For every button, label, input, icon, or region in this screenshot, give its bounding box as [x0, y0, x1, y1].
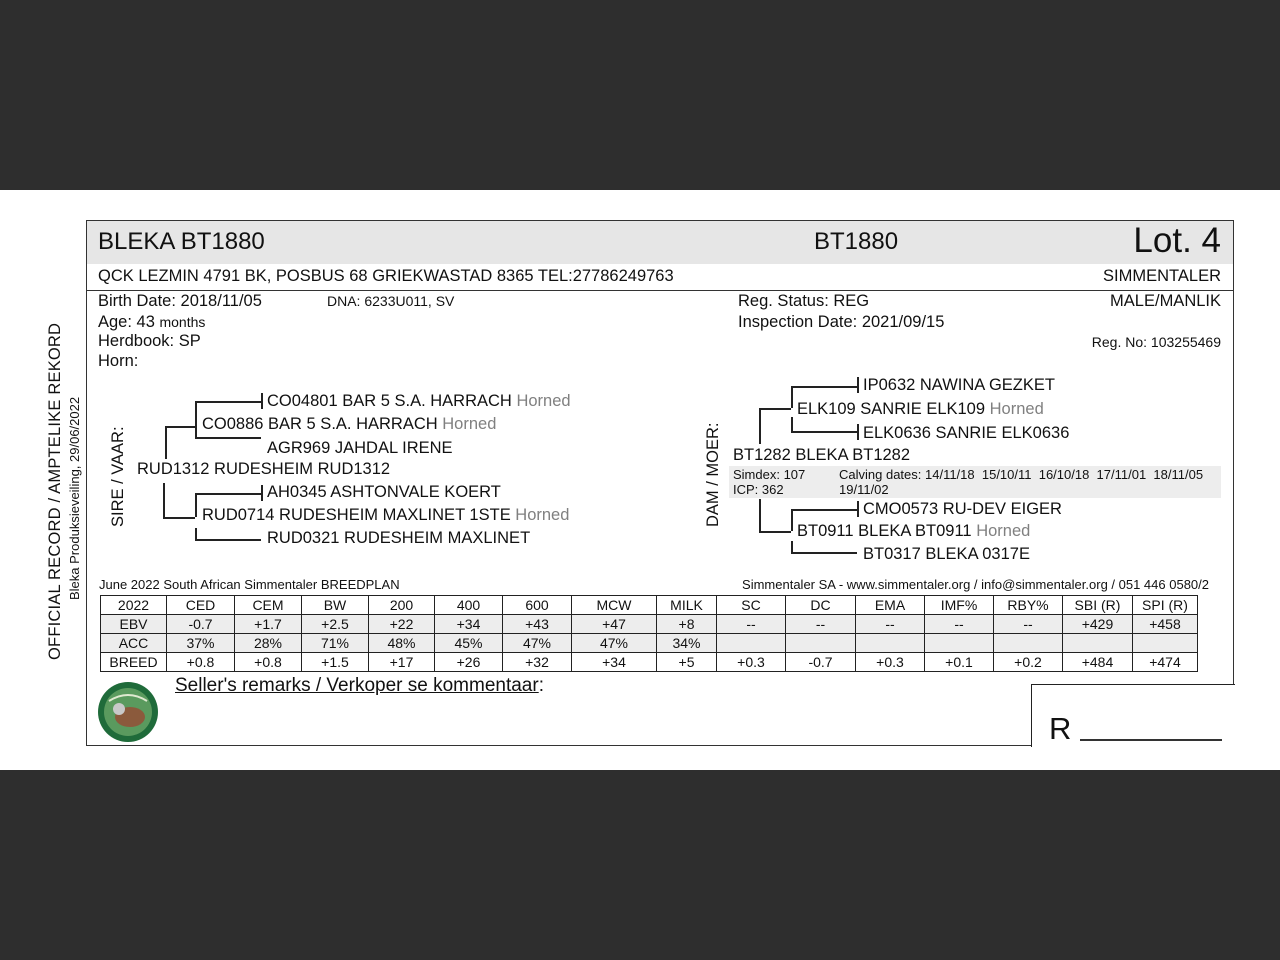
breed-cell-2: +0.8 [235, 653, 302, 672]
breed-cell-8: +5 [657, 653, 717, 672]
breedplan-contact: Simmentaler SA - www.simmentaler.org / info@simmentaler.org / 051 446 0580/2 [742, 577, 1209, 592]
sire-dam-sire: AH0345 ASHTONVALE KOERT [267, 483, 501, 501]
acc-cell-9 [717, 634, 786, 653]
pedigree-line [165, 426, 167, 459]
sire-sire-sire [267, 392, 571, 411]
owner-address: QCK LEZMIN 4791 BK, POSBUS 68 GRIEKWASTAD 8365 TEL:27786249763 [98, 267, 674, 285]
pedigree-line [759, 499, 761, 532]
dam-name: BT1282 BLEKA BT1282 [733, 446, 911, 464]
pedigree-line [857, 501, 859, 517]
header-cell-6: 600 [503, 596, 572, 615]
dam-sire-dam: ELK0636 SANRIE ELK0636 [863, 424, 1070, 442]
pedigree-line [163, 517, 195, 519]
pedigree-line [195, 493, 261, 495]
horned-note: Horned [976, 522, 1031, 540]
address-row [87, 264, 1233, 291]
pedigree-line [195, 401, 197, 426]
ebv-cell-10: -- [786, 615, 856, 634]
dam-dam [797, 522, 1030, 541]
horned-note: Horned [516, 392, 571, 410]
acc-cell-1: 37% [167, 634, 235, 653]
card-header [87, 221, 1233, 265]
ebv-cell-8: +8 [657, 615, 717, 634]
horned-note: Horned [442, 415, 497, 433]
calving-dates: Calving dates: 14/11/18 15/10/11 16/10/18 17/11/01 18/11/05 [839, 467, 1204, 482]
ebv-cell-5: +34 [435, 615, 503, 634]
breed-cell-1: +0.8 [167, 653, 235, 672]
header-cell-11: EMA [856, 596, 925, 615]
header-cell-3: BW [302, 596, 369, 615]
society-logo [97, 681, 159, 743]
header-cell-12: IMF% [925, 596, 994, 615]
breed-name: SIMMENTALER [1103, 267, 1221, 285]
header-cell-7: MCW [572, 596, 657, 615]
breed-cell-6: +32 [503, 653, 572, 672]
pedigree-line [791, 417, 793, 432]
acc-cell-12 [925, 634, 994, 653]
pedigree-line [261, 393, 263, 409]
acc-cell-0: ACC [101, 634, 167, 653]
ebv-cell-15: +458 [1133, 615, 1198, 634]
ebv-cell-13: -- [994, 615, 1063, 634]
event-label: Bleka Produksieveiling, 29/06/2022 [67, 396, 82, 600]
header-cell-1: CED [167, 596, 235, 615]
dam-label: DAM / MOER: [704, 422, 722, 527]
dam-sire [797, 400, 1044, 419]
pedigree-line [195, 426, 197, 437]
age [98, 313, 205, 332]
pedigree-line [195, 401, 261, 403]
sire-sire-name: CO0886 BAR 5 S.A. HARRACH [202, 415, 438, 433]
dam-sire-sire: IP0632 NAWINA GEZKET [863, 376, 1055, 394]
horned-note: Horned [515, 506, 570, 524]
horn: Horn: [98, 352, 139, 370]
herdbook: Herdbook: SP [98, 332, 201, 350]
icp: ICP: 362 [733, 482, 784, 497]
header-cell-14: SBI (R) [1063, 596, 1133, 615]
sire-label: SIRE / VAAR: [109, 426, 127, 527]
acc-cell-5: 45% [435, 634, 503, 653]
ebv-cell-12: -- [925, 615, 994, 634]
logo-graphic [97, 681, 159, 743]
ebv-header-row [101, 596, 1198, 615]
animal-id: BT1880 [814, 228, 899, 255]
dam-dam-name: BT0911 BLEKA BT0911 [797, 522, 972, 540]
price-symbol: R [1049, 711, 1072, 746]
inspection-date: Inspection Date: 2021/09/15 [738, 313, 945, 331]
header-cell-4: 200 [369, 596, 435, 615]
breed-cell-9: +0.3 [717, 653, 786, 672]
reg-status: Reg. Status: REG [738, 292, 870, 310]
header-cell-5: 400 [435, 596, 503, 615]
ebv-cell-9: -- [717, 615, 786, 634]
pedigree-line [759, 408, 761, 444]
price-box [1031, 684, 1235, 747]
ebv-cell-4: +22 [369, 615, 435, 634]
header-cell-8: MILK [657, 596, 717, 615]
seller-remarks-colon: : [538, 675, 544, 696]
ebv-cell-11: -- [856, 615, 925, 634]
ebv-cell-0: EBV [101, 615, 167, 634]
sire-dam-name: RUD0714 RUDESHEIM MAXLINET 1STE [202, 506, 511, 524]
pedigree-line [791, 386, 857, 388]
ebv-cell-3: +2.5 [302, 615, 369, 634]
pedigree-line [791, 431, 857, 433]
acc-row [101, 634, 1198, 653]
pedigree-line [759, 408, 791, 410]
breed-cell-5: +26 [435, 653, 503, 672]
sire-sire-dam: AGR969 JAHDAL IRENE [267, 439, 453, 457]
breed-cell-14: +484 [1063, 653, 1133, 672]
ebv-table [100, 595, 1198, 672]
pedigree-line [857, 377, 859, 393]
acc-cell-8: 34% [657, 634, 717, 653]
sire-dam [202, 506, 569, 525]
acc-cell-13 [994, 634, 1063, 653]
pedigree-line [857, 424, 859, 440]
sire-name: RUD1312 RUDESHEIM RUD1312 [137, 460, 391, 478]
pedigree-line [791, 509, 793, 531]
dam-dam-dam: BT0317 BLEKA 0317E [863, 545, 1030, 563]
acc-cell-4: 48% [369, 634, 435, 653]
pedigree-line [195, 493, 197, 517]
sire-sire [202, 415, 496, 434]
pedigree-line [791, 509, 857, 511]
dam-sire-name: ELK109 SANRIE ELK109 [797, 400, 986, 418]
acc-cell-3: 71% [302, 634, 369, 653]
ebv-cell-7: +47 [572, 615, 657, 634]
header-cell-9: SC [717, 596, 786, 615]
header-cell-15: SPI (R) [1133, 596, 1198, 615]
breed-cell-15: +474 [1133, 653, 1198, 672]
animal-card [86, 220, 1234, 746]
age-value: Age: 43 [98, 313, 155, 331]
breed-cell-7: +34 [572, 653, 657, 672]
acc-cell-14 [1063, 634, 1133, 653]
age-unit: months [159, 314, 206, 330]
breed-cell-0: BREED [101, 653, 167, 672]
animal-name: BLEKA BT1880 [98, 228, 265, 255]
acc-cell-11 [856, 634, 925, 653]
breed-cell-11: +0.3 [856, 653, 925, 672]
breed-cell-4: +17 [369, 653, 435, 672]
pedigree-line [195, 437, 261, 439]
sire-sire-sire-name: CO04801 BAR 5 S.A. HARRACH [267, 392, 512, 410]
header-cell-10: DC [786, 596, 856, 615]
ebv-cell-1: -0.7 [167, 615, 235, 634]
ebv-row [101, 615, 1198, 634]
ebv-cell-14: +429 [1063, 615, 1133, 634]
official-record-label: OFFICIAL RECORD / AMPTELIKE REKORD [46, 322, 64, 660]
breed-cell-13: +0.2 [994, 653, 1063, 672]
acc-cell-7: 47% [572, 634, 657, 653]
acc-cell-10 [786, 634, 856, 653]
seller-remarks [175, 675, 544, 697]
breedplan-title: June 2022 South African Simmentaler BREEDPLAN [99, 577, 400, 592]
simdex: Simdex: 107 [733, 467, 806, 482]
acc-cell-15 [1133, 634, 1198, 653]
pedigree-line [791, 386, 793, 408]
breed-cell-3: +1.5 [302, 653, 369, 672]
pedigree-line [195, 539, 261, 541]
lot-number: Lot. 4 [1133, 221, 1221, 260]
ebv-cell-2: +1.7 [235, 615, 302, 634]
pedigree-line [261, 485, 263, 501]
calving-dates-cont: 19/11/02 [839, 482, 889, 497]
breed-row [101, 653, 1198, 672]
sex: MALE/MANLIK [1110, 292, 1221, 310]
dam-dam-sire: CMO0573 RU-DEV EIGER [863, 500, 1062, 518]
reg-number: Reg. No: 103255469 [1091, 334, 1221, 350]
pedigree-line [759, 531, 791, 533]
header-cell-13: RBY% [994, 596, 1063, 615]
birth-date: Birth Date: 2018/11/05 [98, 292, 262, 310]
acc-cell-2: 28% [235, 634, 302, 653]
dna-info: DNA: 6233U011, SV [327, 293, 455, 309]
price-entry-line[interactable] [1080, 739, 1222, 741]
header-cell-0: 2022 [101, 596, 167, 615]
header-cell-2: CEM [235, 596, 302, 615]
ebv-cell-6: +43 [503, 615, 572, 634]
seller-remarks-title: Seller's remarks / Verkoper se kommentaar [175, 675, 539, 696]
breed-cell-12: +0.1 [925, 653, 994, 672]
sire-dam-dam: RUD0321 RUDESHEIM MAXLINET [267, 529, 531, 547]
acc-cell-6: 47% [503, 634, 572, 653]
horned-note: Horned [989, 400, 1044, 418]
breed-cell-10: -0.7 [786, 653, 856, 672]
pedigree-line [165, 426, 195, 428]
pedigree-line [791, 552, 857, 554]
pedigree-line [163, 483, 165, 518]
